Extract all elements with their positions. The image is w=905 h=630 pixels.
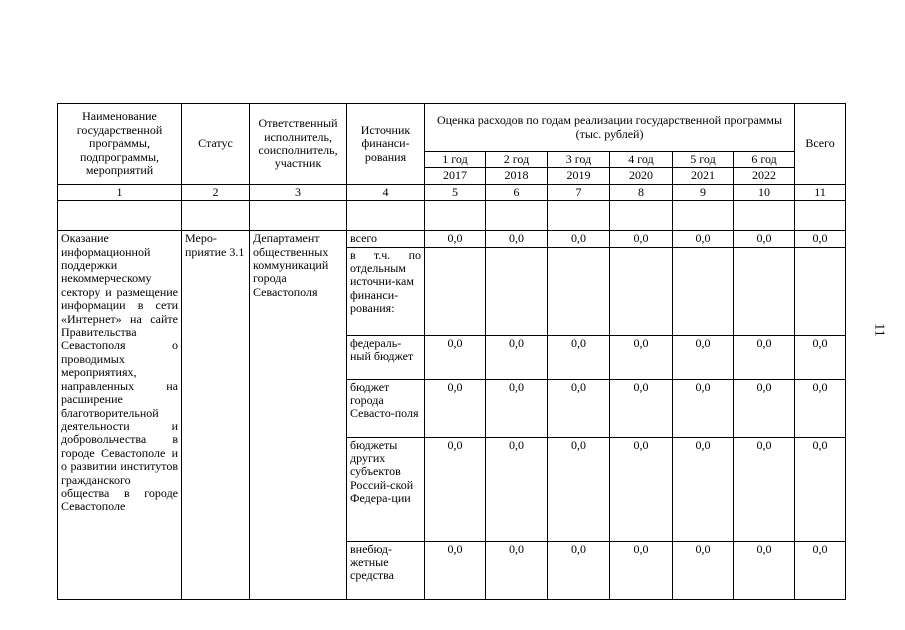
year-label: 5 год: [673, 152, 734, 168]
activity-status: Меро-приятие 3.1: [182, 231, 250, 599]
value-cell: 0,0: [734, 437, 795, 541]
value-cell: 0,0: [610, 541, 673, 599]
year-label: 2 год: [486, 152, 548, 168]
column-number: 3: [250, 184, 347, 200]
value-cell: 0,0: [795, 379, 846, 437]
value-cell: 0,0: [548, 541, 610, 599]
column-number: 7: [548, 184, 610, 200]
year-value: 2019: [548, 168, 610, 184]
source-label: федераль-ный бюджет: [347, 335, 425, 379]
value-cell: 0,0: [795, 437, 846, 541]
value-cell: 0,0: [548, 379, 610, 437]
header-responsible: Ответственный исполнитель, соисполнитель, участник: [250, 104, 347, 185]
responsible-executor: Департамент общественных коммуникаций города Севастополя: [250, 231, 347, 599]
value-cell: 0,0: [734, 231, 795, 247]
value-cell: 0,0: [673, 231, 734, 247]
header-estimate: Оценка расходов по годам реализации государственной программы (тыс. рублей): [425, 104, 795, 152]
value-cell: 0,0: [548, 335, 610, 379]
value-cell: 0,0: [610, 231, 673, 247]
column-number: 5: [425, 184, 486, 200]
value-cell: 0,0: [486, 231, 548, 247]
header-total: Всего: [795, 104, 846, 185]
value-cell: 0,0: [673, 541, 734, 599]
value-cell: 0,0: [610, 379, 673, 437]
value-cell: 0,0: [610, 437, 673, 541]
value-cell: 0,0: [425, 541, 486, 599]
source-label: внебюд-жетные средства: [347, 541, 425, 599]
value-cell: 0,0: [795, 541, 846, 599]
header-name: Наименование государственной программы, подпрограммы, мероприятий: [58, 104, 182, 185]
year-label: 4 год: [610, 152, 673, 168]
column-number: 2: [182, 184, 250, 200]
value-cell: 0,0: [673, 437, 734, 541]
column-number: 1: [58, 184, 182, 200]
value-cell: 0,0: [486, 335, 548, 379]
year-label: 3 год: [548, 152, 610, 168]
year-label: 1 год: [425, 152, 486, 168]
year-value: 2020: [610, 168, 673, 184]
value-cell: 0,0: [486, 541, 548, 599]
column-number: 6: [486, 184, 548, 200]
value-cell: 0,0: [486, 437, 548, 541]
source-label: бюджет города Севасто-поля: [347, 379, 425, 437]
source-label: в т.ч. по отдельным источни-кам финанси-рования:: [347, 247, 425, 335]
source-label: всего: [347, 231, 425, 247]
column-number: 11: [795, 184, 846, 200]
header-status: Статус: [182, 104, 250, 185]
value-cell: 0,0: [673, 379, 734, 437]
source-label: бюджеты других субъектов Россий-ской Федера-ции: [347, 437, 425, 541]
column-number: 9: [673, 184, 734, 200]
expenses-table: [57, 103, 846, 600]
value-cell: 0,0: [425, 335, 486, 379]
column-number: 8: [610, 184, 673, 200]
value-cell: 0,0: [795, 231, 846, 247]
header-source: Источник финанси-рования: [347, 104, 425, 185]
value-cell: 0,0: [734, 379, 795, 437]
year-label: 6 год: [734, 152, 795, 168]
value-cell: 0,0: [548, 231, 610, 247]
value-cell: 0,0: [734, 541, 795, 599]
value-cell: 0,0: [795, 335, 846, 379]
value-cell: 0,0: [425, 379, 486, 437]
year-value: 2022: [734, 168, 795, 184]
page-number: 11: [871, 323, 887, 337]
activity-name: Оказание информационной поддержки некоммерческому сектору и размещение информации в сети «Интернет» на сайте Правительства Севастополя о проводимых мероприятиях, направленных на расширение благотворительной деятельности и добровольчества в городе Севастополе и о развитии институтов гражданского общества в городе Севастополе: [58, 231, 182, 599]
value-cell: 0,0: [486, 379, 548, 437]
year-value: 2021: [673, 168, 734, 184]
value-cell: 0,0: [673, 335, 734, 379]
year-value: 2017: [425, 168, 486, 184]
value-cell: 0,0: [734, 335, 795, 379]
year-value: 2018: [486, 168, 548, 184]
table-row: [58, 231, 846, 247]
value-cell: 0,0: [425, 231, 486, 247]
column-number: 4: [347, 184, 425, 200]
value-cell: 0,0: [548, 437, 610, 541]
value-cell: 0,0: [425, 437, 486, 541]
column-number: 10: [734, 184, 795, 200]
spacer-row: [58, 201, 846, 231]
value-cell: 0,0: [610, 335, 673, 379]
